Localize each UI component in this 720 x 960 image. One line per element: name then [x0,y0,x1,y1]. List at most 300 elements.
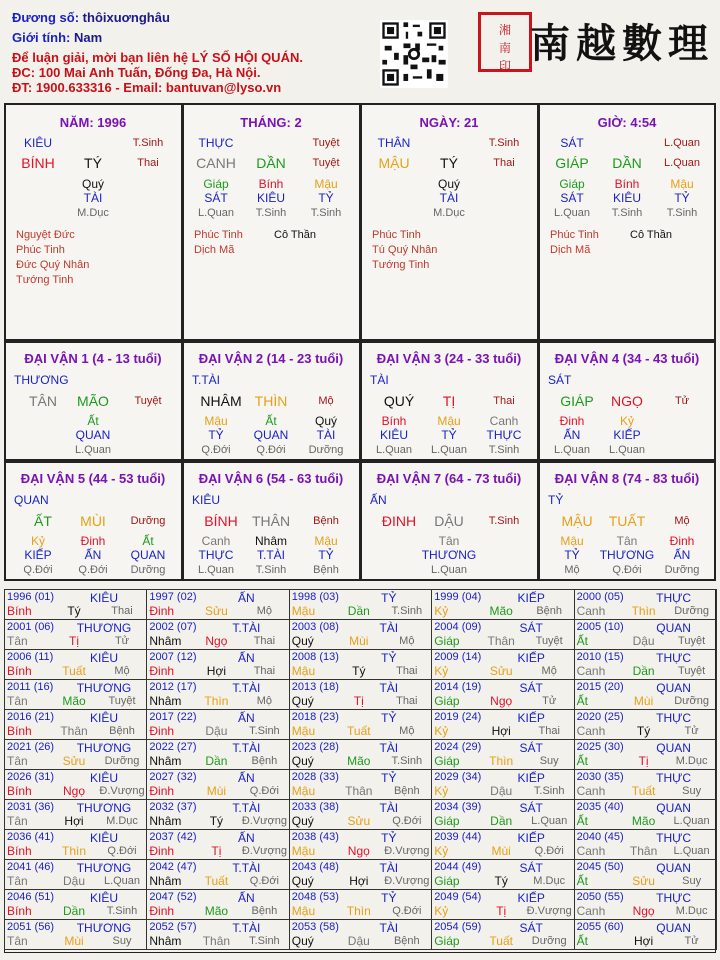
hidden-ten-god: TỶ [674,191,690,205]
luck-hidden-stem: Nhâm [254,534,288,548]
year-stage: T.Sinh [391,755,423,767]
hidden-stage: T.Sinh [611,207,643,219]
year-label: 2034 (39) [434,801,482,813]
pillar-stage-label: L.Quan [663,137,701,149]
luck-hidden-stage: Q.Đới [612,564,642,576]
year-ten-god: THỰC [656,831,692,845]
year-ten-god: THƯƠNG [76,621,132,635]
year-stem: Quý [291,754,314,768]
luck-branch: MÃO [77,393,109,409]
year-label: 1998 (03) [291,591,339,603]
year-ten-god: TỶ [381,771,397,785]
year-label: 2041 (46) [7,861,55,873]
luck-period-title: ĐẠI VẬN 4 (34 - 43 tuổi) [554,351,700,366]
year-ten-god: TÀI [379,861,399,875]
year-stem: Canh [576,664,606,678]
hidden-stem: Bính [614,177,640,191]
year-ten-god: T.TÀI [232,681,261,695]
year-branch: Tý [209,814,224,828]
year-branch: Mão [62,694,86,708]
luck-hidden-stem: Mậu [204,414,228,428]
year-stem: Tân [7,754,28,768]
year-label: 2043 (48) [291,861,339,873]
luck-hidden-god: TỶ [441,428,457,442]
year-label: 2018 (23) [291,711,339,723]
year-stage: Mộ [256,605,273,617]
branch-stage-label: Thai [493,157,515,169]
luck-period-title: ĐẠI VẬN 6 (54 - 63 tuổi) [198,471,344,486]
year-branch: Tị [353,694,364,708]
year-stage: Q.Đới [534,845,564,857]
year-ten-god: THỰC [656,771,692,785]
year-stem: Canh [576,604,606,618]
luck-hidden-stem: Đinh [559,414,585,428]
year-ten-god: TỶ [381,711,397,725]
year-label: 2055 (60) [576,921,624,933]
year-stage: Dưỡng [674,695,709,707]
year-ten-god: KIẾP [517,831,545,845]
year-stage: Đ.Vượng [241,845,287,857]
year-ten-god: QUAN [656,681,691,695]
year-stem: Đinh [149,784,175,798]
year-stage: Bệnh [536,605,563,617]
luck-period-title: ĐẠI VẬN 3 (24 - 33 tuổi) [376,351,522,366]
luck-stage-label: Tuyệt [134,395,162,407]
year-stem: Đinh [149,904,175,918]
year-ten-god: KIÊU [89,771,119,785]
year-branch: Mùi [633,694,654,708]
luck-hidden-stem: Kỷ [30,534,46,548]
pillar-title: NGÀY: 21 [419,115,479,130]
year-stem: Kỷ [434,724,449,738]
year-ten-god: QUAN [656,621,691,635]
hidden-ten-god: SÁT [560,191,584,205]
earthly-branch: DẦN [612,155,642,171]
year-label: 2024 (29) [434,741,482,753]
year-ten-god: T.TÀI [232,741,261,755]
luck-period-title: ĐẠI VẬN 2 (14 - 23 tuổi) [198,351,344,366]
year-stage: T.Sinh [533,785,565,797]
year-stem: Bính [7,664,32,678]
year-ten-god: THƯƠNG [76,801,132,815]
year-label: 2050 (55) [576,891,624,903]
luck-hidden-stem: Bính [381,414,407,428]
pillar-stage-label: T.Sinh [488,137,520,149]
year-branch: Dần [347,604,370,618]
year-branch: Dần [62,904,86,918]
year-label: 2035 (40) [576,801,624,813]
year-label: 2025 (30) [576,741,624,753]
year-label: 2053 (58) [291,921,339,933]
year-stage: Đ.Vượng [99,785,145,797]
year-ten-god: KIÊU [89,651,119,665]
year-ten-god: TÀI [379,741,399,755]
year-stem: Mậu [291,664,316,678]
year-label: 2022 (27) [149,741,197,753]
year-stage: Thai [396,665,418,677]
year-stage: Bệnh [393,935,420,947]
year-label: 2011 (16) [7,681,54,693]
year-stage: M.Dục [106,815,138,827]
year-branch: Tuất [489,934,513,948]
luck-branch: THÌN [254,393,288,409]
year-stage: Mộ [399,725,415,737]
hidden-stem: Giáp [559,177,585,191]
year-label: 2036 (41) [7,831,55,843]
year-stem: Kỷ [434,664,449,678]
year-branch: Thìn [346,904,371,918]
year-label: 1996 (01) [7,591,55,603]
year-label: 2005 (10) [576,621,624,633]
year-ten-god: THỰC [656,651,692,665]
year-branch: Tuất [62,664,86,678]
year-branch: Tuất [631,784,656,798]
year-label: 2029 (34) [434,771,482,783]
year-label: 2038 (43) [291,831,339,843]
year-stem: Giáp [434,694,460,708]
luck-hidden-god: QUAN [253,428,289,442]
year-ten-god: THƯƠNG [76,741,132,755]
luck-branch: MÙI [80,513,106,529]
year-ten-god: ẤN [238,831,255,845]
year-ten-god: THỰC [656,711,692,725]
year-branch: Dậu [632,634,655,648]
earthly-branch: TÝ [84,155,102,171]
year-ten-god: KIÊU [89,591,119,605]
luck-hidden-stage: T.Sinh [255,564,287,576]
luck-ten-god: ẤN [370,493,387,507]
luck-hidden-stage: Q.Đới [201,444,231,456]
year-branch: Hợi [206,664,226,678]
year-label: 2037 (42) [149,831,197,843]
year-stage: Q.Đới [392,815,422,827]
luck-hidden-god: T.TÀI [256,548,286,562]
luck-hidden-stage: Q.Đới [78,564,108,576]
year-stem: Đinh [149,604,175,618]
year-stem: Tân [7,934,28,948]
star-name: Đức Quý Nhân [16,259,90,271]
brand-logo-text: 南越數理 [530,20,714,67]
star-name: Dịch Mã [550,244,591,256]
year-ten-god: SÁT [519,621,543,635]
year-stem: Nhâm [149,634,182,648]
luck-hidden-god: TỶ [208,428,224,442]
luck-ten-god: KIÊU [192,493,221,507]
year-stage: T.Sinh [249,935,280,947]
year-label: 2048 (53) [291,891,339,903]
year-stem: Giáp [434,634,460,648]
year-branch: Mão [489,604,513,618]
year-ten-god: SÁT [519,921,543,935]
luck-hidden-god: THỰC [198,548,234,562]
luck-hidden-stage: Mộ [564,564,580,576]
year-stem: Ất [576,754,588,768]
year-label: 2012 (17) [149,681,197,693]
luck-hidden-stem: Đinh [669,534,695,548]
year-stem: Canh [576,724,606,738]
year-label: 2010 (15) [576,651,624,663]
luck-hidden-god: TỶ [564,548,580,562]
year-branch: Tị [211,844,222,858]
year-branch: Ngọ [62,784,86,798]
year-label: 2044 (49) [434,861,482,873]
year-ten-god: T.TÀI [232,861,261,875]
hidden-stem: Giáp [203,177,229,191]
year-branch: Hợi [349,874,369,888]
year-stem: Mậu [291,844,316,858]
year-label: 2039 (44) [434,831,482,843]
luck-ten-god: QUAN [14,493,49,507]
luck-hidden-god: TÀI [316,428,336,442]
year-stem: Ất [576,634,588,648]
year-stage: Thai [253,635,276,647]
year-ten-god: TÀI [379,921,399,935]
luck-hidden-god: ẤN [673,548,691,562]
star-name: Phúc Tinh [550,229,599,241]
year-ten-god: ẤN [238,891,255,905]
luck-ten-god: T.TÀI [192,373,221,387]
year-label: 2051 (56) [7,921,55,933]
year-ten-god: KIÊU [89,711,119,725]
year-stem: Bính [7,844,32,858]
year-ten-god: QUAN [656,801,691,815]
year-stage: Dưỡng [531,935,567,947]
year-branch: Tị [69,634,79,648]
year-stage: Bệnh [251,755,278,767]
year-stage: Tử [542,695,557,707]
luck-hidden-stage: Dưỡng [664,564,700,576]
year-ten-god: TÀI [379,801,399,815]
luck-period-title: ĐẠI VẬN 5 (44 - 53 tuổi) [20,471,166,486]
luck-stem: MẬU [561,513,593,529]
luck-hidden-stem: Mậu [314,534,338,548]
year-branch: Mùi [64,934,84,948]
year-stage: Bệnh [251,905,278,917]
year-label: 2020 (25) [576,711,624,723]
hidden-ten-god: KIÊU [256,191,286,205]
year-stem: Kỷ [434,844,449,858]
year-label: 2040 (45) [576,831,624,843]
hidden-stage: T.Sinh [310,207,342,219]
luck-period-title: ĐẠI VẬN 8 (74 - 83 tuổi) [554,471,700,486]
star-name: Tướng Tinh [16,274,74,286]
year-branch: Thân [60,724,88,738]
year-label: 1997 (02) [149,591,197,603]
hidden-ten-god: TỶ [318,191,334,205]
year-stage: Đ.Vượng [384,875,430,887]
year-branch: Thân [345,784,373,798]
year-branch: Dậu [490,784,513,798]
year-branch: Tị [638,754,649,768]
year-branch: Dậu [347,934,370,948]
year-label: 2030 (35) [576,771,624,783]
year-ten-god: KIÊU [89,891,119,905]
year-stem: Kỷ [434,784,449,798]
year-branch: Sửu [205,604,228,618]
year-label: 2013 (18) [291,681,339,693]
heavenly-stem: CANH [196,155,236,171]
year-branch: Sửu [347,814,371,828]
year-stage: Mộ [256,695,273,707]
contact-line: Để luận giải, mời bạn liên hệ LÝ SỐ HỘI QUÁN. [12,50,303,65]
luck-stem: ẤT [34,513,52,529]
year-stage: Bệnh [109,725,135,737]
hidden-stem: Mậu [670,177,694,191]
year-ten-god: SÁT [519,741,543,755]
year-stage: Tử [114,635,130,647]
year-branch: Mùi [206,784,227,798]
luck-hidden-stem: Ất [265,414,277,428]
year-branch: Sửu [62,754,86,768]
year-stage: Dưỡng [674,605,709,617]
year-ten-god: TỶ [381,831,397,845]
year-branch: Sửu [489,664,513,678]
year-stage: Mộ [541,665,557,677]
year-ten-god: THỰC [656,591,692,605]
luck-hidden-stage: Dưỡng [308,444,344,456]
pillar-title: GIỜ: 4:54 [597,115,657,130]
year-stage: L.Quan [673,845,710,857]
year-ten-god: KIÊU [89,831,119,845]
year-branch: Dậu [205,724,228,738]
luck-ten-god: THƯƠNG [14,373,69,387]
hidden-ten-god: SÁT [204,191,228,205]
luck-hidden-stage: Q.Đới [256,444,286,456]
year-stage: T.Sinh [106,905,138,917]
year-ten-god: KIẾP [517,771,545,785]
luck-hidden-god: KIẾP [613,428,641,442]
gender-value: Nam [73,30,103,45]
star-name: Phúc Tinh [194,229,243,241]
year-label: 2002 (07) [149,621,197,633]
year-ten-god: T.TÀI [232,921,261,935]
year-stem: Bính [7,904,32,918]
year-stem: Kỷ [434,904,449,918]
name-line [12,10,170,25]
year-branch: Ngọ [347,844,370,858]
luck-stage-label: Bệnh [313,515,339,527]
year-branch: Ngọ [632,904,655,918]
year-stage: Tử [684,725,699,737]
star-name: Tú Quý Nhân [372,244,438,256]
year-stage: Suy [682,785,702,797]
year-branch: Mão [347,754,371,768]
year-stage: Đ.Vượng [526,905,572,917]
hidden-ten-god: KIÊU [612,191,642,205]
year-stage: Mộ [114,665,130,677]
year-ten-god: THƯƠNG [76,861,132,875]
year-branch: Dậu [62,874,86,888]
hidden-stage: T.Sinh [255,207,287,219]
year-label: 2033 (38) [291,801,339,813]
luck-stem: QUÝ [383,393,415,409]
year-label: 2006 (11) [7,651,54,663]
year-ten-god: KIẾP [517,711,545,725]
year-stage: T.Sinh [391,605,423,617]
year-label: 2052 (57) [149,921,197,933]
year-label: 2009 (14) [434,651,482,663]
year-ten-god: TÀI [379,681,399,695]
year-stem: Mậu [291,604,316,618]
year-ten-god: ẤN [238,591,255,605]
year-stem: Quý [291,874,314,888]
year-stage: Tử [684,935,699,947]
year-stage: Tuyệt [678,635,706,647]
year-label: 1999 (04) [434,591,482,603]
year-branch: Ngọ [205,634,228,648]
pillar-stage-label: T.Sinh [132,137,164,149]
year-branch: Thìn [204,694,229,708]
year-branch: Tị [496,904,507,918]
year-stage: L.Quan [103,875,141,887]
year-ten-god: KIẾP [517,891,545,905]
star-name: Cô Thần [630,229,672,241]
luck-stage-label: Dưỡng [130,515,166,527]
luck-hidden-god: QUAN [130,548,166,562]
red-seal-logo: 湘 南 印 [478,12,532,72]
luck-hidden-stem: Tân [616,534,638,548]
luck-stage-label: Mộ [318,395,334,407]
luck-hidden-stage: Bệnh [313,564,339,576]
luck-hidden-stage: L.Quan [197,564,235,576]
year-stage: Thai [538,725,560,737]
year-label: 2004 (09) [434,621,482,633]
year-label: 2042 (47) [149,861,197,873]
luck-hidden-god: ẤN [563,428,581,442]
year-ten-god: TỶ [381,891,397,905]
luck-period-title: ĐẠI VẬN 1 (4 - 13 tuổi) [24,351,162,366]
luck-hidden-stem: Canh [489,414,519,428]
year-branch: Thân [487,634,515,648]
year-stem: Ất [576,934,588,948]
year-ten-god: THƯƠNG [76,921,132,935]
branch-stage-label: L.Quan [663,157,701,169]
year-label: 2045 (50) [576,861,624,873]
luck-hidden-god: THƯƠNG [421,548,477,562]
year-branch: Hợi [64,814,84,828]
luck-stem: BÍNH [204,513,238,529]
luck-hidden-stem: Tân [438,534,460,548]
year-label: 2054 (59) [434,921,482,933]
year-stage: Mộ [399,635,415,647]
year-ten-god: SÁT [519,681,543,695]
year-branch: Tý [494,874,508,888]
year-stem: Quý [291,634,314,648]
address-line: ĐC: 100 Mai Anh Tuấn, Đống Đa, Hà Nội. [12,65,261,80]
year-stem: Nhâm [149,694,182,708]
year-label: 2019 (24) [434,711,482,723]
luck-stage-label: Tử [674,395,690,407]
year-stem: Đinh [149,844,175,858]
luck-hidden-stem: Mậu [437,414,461,428]
year-branch: Tuất [204,874,229,888]
hidden-stem: Mậu [314,177,338,191]
pillar-title: NĂM: 1996 [59,115,127,130]
year-stage: Q.Đới [249,785,279,797]
year-stage: Thai [253,665,276,677]
year-stem: Canh [576,844,606,858]
year-ten-god: TÀI [379,621,399,635]
luck-hidden-god: QUAN [75,428,111,442]
year-label: 2026 (31) [7,771,55,783]
year-ten-god: KIẾP [517,591,545,605]
name-label: Đương số: [12,10,80,25]
year-stage: Suy [682,875,702,887]
year-branch: Sửu [632,874,655,888]
luck-hidden-stem: Canh [201,534,231,548]
heavenly-stem: BÍNH [21,155,55,171]
year-ten-god: ẤN [238,771,255,785]
